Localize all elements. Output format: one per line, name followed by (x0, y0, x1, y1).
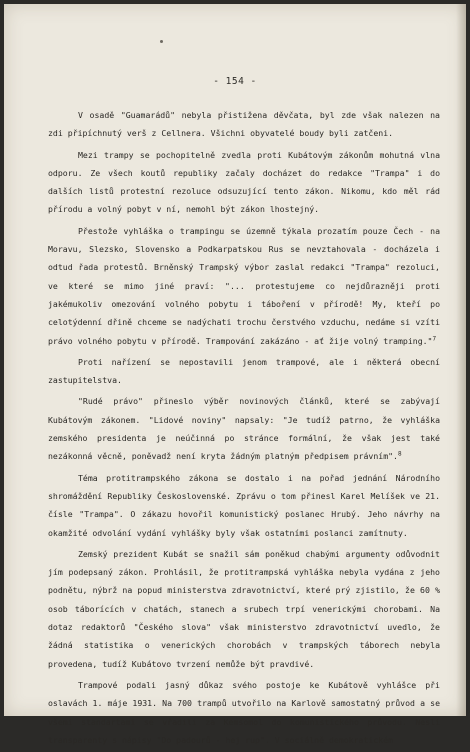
binder-hole-mark (160, 40, 163, 43)
paragraph-text: Proti nařízení se nepostavili jenom trampové, ale i některá obecní zastupitelstva. (48, 356, 440, 386)
footnote-marker: 7 (432, 334, 437, 342)
body-text (48, 106, 440, 752)
paragraph-text: "Rudé právo" přineslo výběr novinových článků, které se zabývají Kubátovým zákonem. "Lidové noviny" napsaly: "Je tudíž patrno, že vyhláška zemského presidenta je neúčinná po stránce formální, že však jest také nezákonná věcně, poněvadž není kryta žádným platným předpisem právním". (48, 396, 440, 462)
paragraph-text: Přestože vyhláška o trampingu se územně týkala prozatím pouze Čech - na Moravu, Slezsko, Slovensko a Podkarpatskou Rus se nevztahovala - docházela i odtud řada protestů. Brněnský Trampský výbor zaslal redakci "Trampa" rezoluci, ve které se mimo jiné praví: "... protestujeme co nejdůrazněji proti jakémukoliv omezování volného pobytu i táboření v přírodě! My, kteří po celotýdenní dřině chceme se nadýchati trochu čerstvého vzduchu, nedáme si vzíti právo volného pobytu v přírodě. Trampování zakázáno - ať žije volný tramping." (48, 225, 440, 346)
paragraph-8 (48, 676, 440, 749)
footnote-marker: 8 (397, 450, 402, 458)
paragraph-5 (48, 392, 440, 465)
paragraph-3 (48, 222, 440, 350)
paragraph-4 (48, 353, 440, 390)
paragraph-6 (48, 469, 440, 542)
page-edge-shadow (456, 4, 466, 716)
paragraph-text: Trampové podali jasný důkaz svého postoje ke Kubátově vyhlášce při oslavách 1. máje 1931. Na 700 trampů utvořilo na Karlově samostatný průvod a se všemi standartami se vřadili za Kemsomol do komunistického průvodu. Nesli transparenty s nápisy "Do padourů - hej rup". V sociálně demokratickém (48, 679, 440, 745)
paragraph-1 (48, 106, 440, 143)
document-page (4, 4, 466, 745)
paragraph-text: Téma protitrampského zákona se dostalo i na pořad jednání Národního shromáždění Republiky Československé. Zprávu o tom přinesl Karel Melíšek ve 21. čísle "Trampa". O zákazu hovořil komunistický poslanec Hrubý. Jeho návrhy na okamžité odvolání vydání vyhlášky byly však ostatními poslanci zamítnuty. (48, 472, 440, 538)
paragraph-text: V osadě "Guamarádů" nebyla přistižena děvčata, byl zde však nalezen na zdi připíchnutý verš z Cellnera. Všichni obyvatelé boudy byli zatčeni. (48, 110, 440, 139)
paragraph-7 (48, 545, 440, 673)
paragraph-text: Mezi trampy se pochopitelně zvedla proti Kubátovým zákonům mohutná vlna odporu. Ze všech koutů republiky začaly docházet do redakce "Trampa" i do dalších listů protestní rezoluce odsuzující tento zákon. Nikomu, kdo měl rád přírodu a volný pobyt v ní, nemohl být zákon lhostejný. (48, 149, 440, 215)
page-number: - 154 - (213, 76, 257, 87)
paragraph-2 (48, 146, 440, 219)
paragraph-text: Zemský prezident Kubát se snažil sám poněkud chabými argumenty odůvodnit jím podepsaný zákon. Prohlásil, že protitrampská vyhláška nebyla vydána z jeho podnětu, nýbrž na popud ministerstva zdravotnictví, které prý zjistilo, že 60 % osob táborících v chatách, stanech a srubech trpí venerickými chorobami. Na dotaz redaktorů "Českého slova" však ministerstvo zdravotnictví uvedlo, že žádná statistika o venerických chorobách v trampských táborech nebyla provedena, tudíž Kubátovo tvrzení nemůže být pravdivé. (48, 548, 440, 669)
